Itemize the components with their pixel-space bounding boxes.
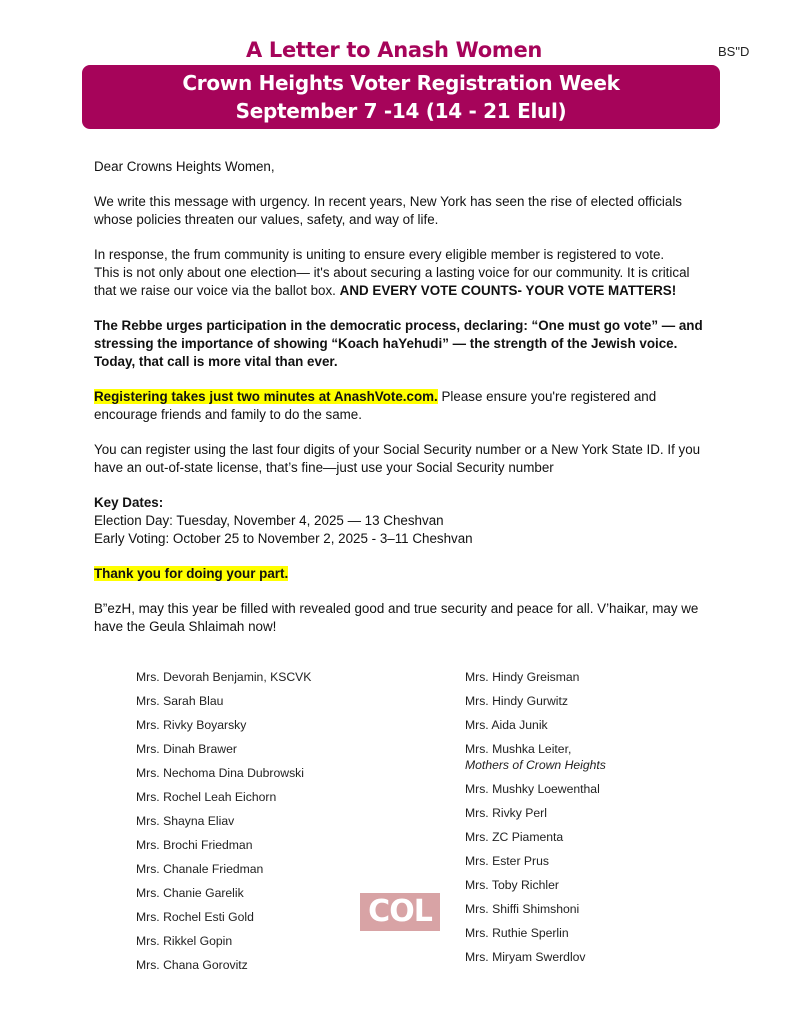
signatory: Mrs. Shiffi Shimshoni [465, 902, 580, 916]
election-day: Election Day: Tuesday, November 4, 2025 — 13 Cheshvan [94, 513, 444, 528]
signatory: Mrs. Ester Prus [465, 854, 549, 868]
response-line1: In response, the frum community is uniting to ensure every eligible member is registered to vote. [94, 247, 665, 262]
paragraph-registration [94, 388, 706, 424]
signatory: Mrs. Devorah Benjamin, KSCVK [136, 670, 312, 684]
col-logo: COL [360, 893, 440, 931]
paragraph-urgency: We write this message with urgency. In recent years, New York has seen the rise of elected officials whose policies threaten our values, safety, and way of life. [94, 194, 682, 227]
signatory: Mrs. ZC Piamenta [465, 830, 564, 844]
response-line2: This is not only about one election— it's about securing a lasting voice for our community. It is critical that we raise our voice via the ballot box. [94, 265, 690, 298]
signatory: Mrs. Chanale Friedman [136, 862, 264, 876]
salutation: Dear Crowns Heights Women, [94, 159, 275, 174]
signatory: Mrs. Shayna Eliav [136, 814, 235, 828]
banner-dates: September 7 -14 (14 - 21 Elul) [235, 99, 567, 123]
signatories-right [465, 669, 606, 973]
signatory: Mrs. Hindy Gurwitz [465, 694, 568, 708]
signatory: Mrs. Toby Richler [465, 878, 559, 892]
signatory-role: Mothers of Crown Heights [465, 758, 606, 772]
signatory: Mrs. Rivky Boyarsky [136, 718, 247, 732]
signatory: Mrs. Ruthie Sperlin [465, 926, 569, 940]
signatory: Mrs. Sarah Blau [136, 694, 224, 708]
banner-title: Crown Heights Voter Registration Week [182, 71, 620, 95]
signatory-name: Mrs. Mushka Leiter, [465, 742, 572, 756]
signatory: Mrs. Mushky Loewenthal [465, 782, 600, 796]
signatory: Mrs. Aida Junik [465, 718, 548, 732]
signatory: Mrs. Chanie Garelik [136, 886, 244, 900]
signatory: Mrs. Chana Gorovitz [136, 958, 248, 972]
vote-counts-emphasis: AND EVERY VOTE COUNTS- YOUR VOTE MATTERS! [339, 283, 677, 298]
page-title: A Letter to Anash Women [245, 38, 543, 62]
signatory: Mrs. Brochi Friedman [136, 838, 253, 852]
letter-body [94, 158, 706, 653]
signatory: Mrs. Miryam Swerdlov [465, 950, 586, 964]
signatory: Mrs. Rochel Leah Eichorn [136, 790, 277, 804]
paragraph-id: You can register using the last four digits of your Social Security number or a New York State ID. If you have an out-of-state license, that’s fine—just use your Social Security number [94, 442, 701, 475]
signatory: Mrs. Rikkel Gopin [136, 934, 233, 948]
bsd-mark: BS"D [718, 44, 750, 59]
key-dates [94, 494, 706, 548]
title-banner [82, 65, 720, 129]
signatory: Mrs. Rochel Esti Gold [136, 910, 254, 924]
paragraph-response [94, 246, 706, 300]
signatory: Mrs. Dinah Brawer [136, 742, 237, 756]
thanks-highlight: Thank you for doing your part. [94, 566, 289, 581]
signatory: Mrs. Nechoma Dina Dubrowski [136, 766, 304, 780]
key-dates-heading: Key Dates: [94, 495, 164, 510]
early-voting: Early Voting: October 25 to November 2, 2025 - 3–11 Cheshvan [94, 531, 473, 546]
registration-highlight: Registering takes just two minutes at AnashVote.com. [94, 389, 438, 404]
paragraph-rebbe: The Rebbe urges participation in the democratic process, declaring: “One must go vote” — and stressing the importance of showing “Koach haYehudi” — the strength of the Jewish voice. Today, that call is more vital than ever. [94, 318, 703, 369]
signatory: Mrs. Hindy Greisman [465, 670, 580, 684]
signatories-left [136, 669, 311, 981]
registration-rest: Please ensure you're registered and encourage friends and family to do the same. [94, 389, 657, 422]
closing-blessing: B”ezH, may this year be filled with revealed good and true security and peace for all. V’haikar, may we have the Geula Shlaimah now! [94, 601, 699, 634]
signatory-with-role [465, 741, 606, 781]
thanks-line [94, 565, 706, 583]
signatory: Mrs. Rivky Perl [465, 806, 547, 820]
